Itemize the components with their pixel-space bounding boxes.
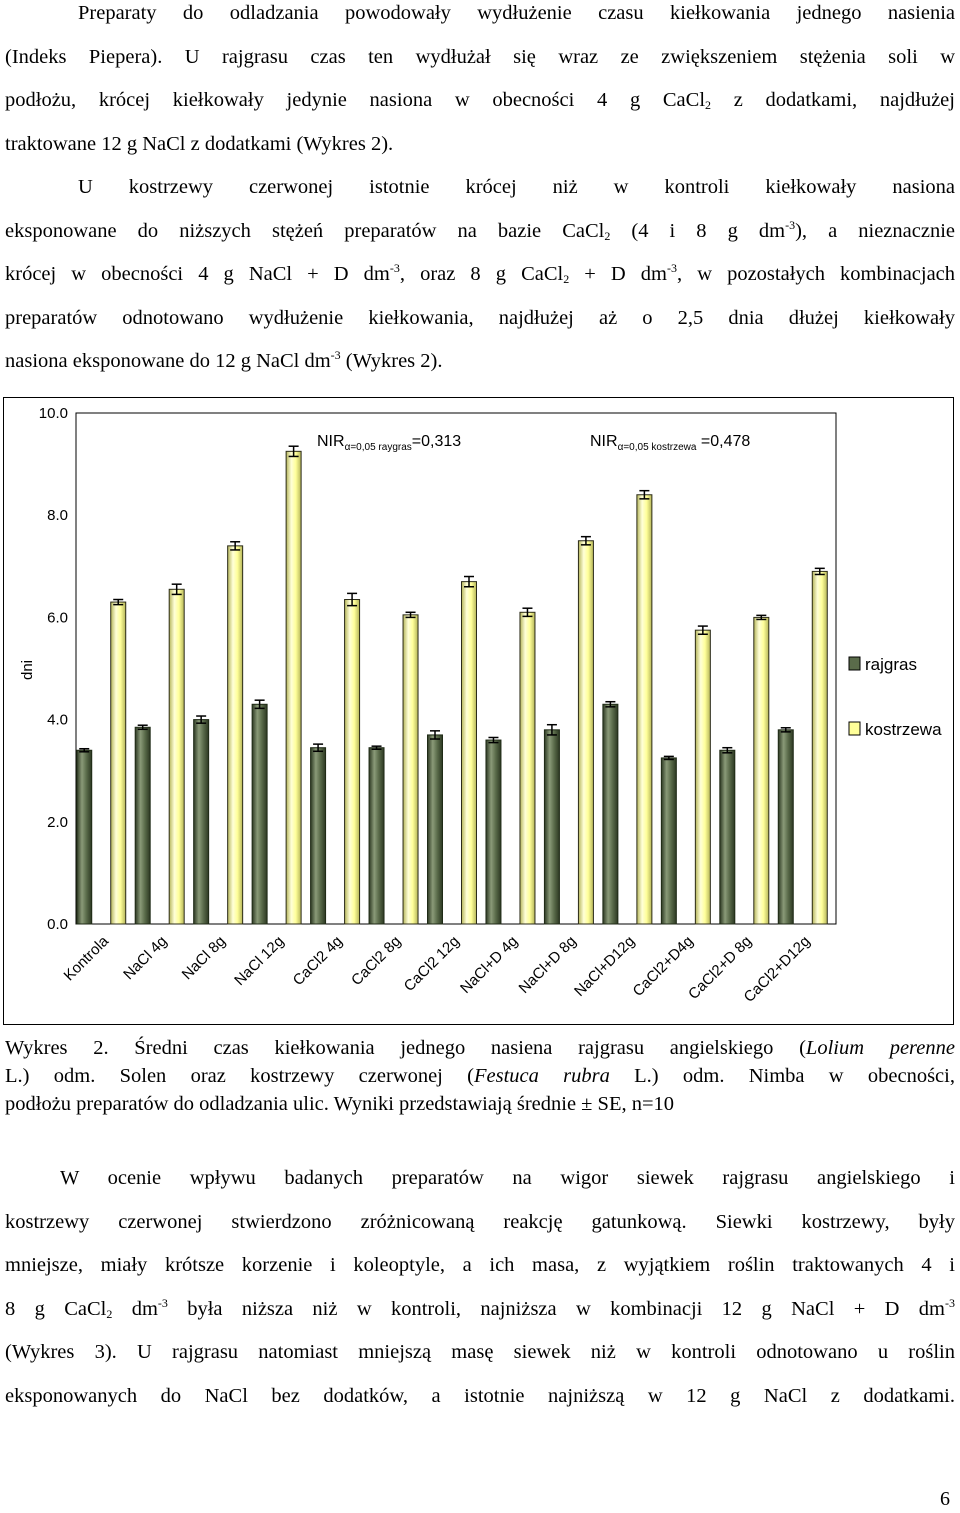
bar-kostrzewa [169, 589, 184, 924]
bar-kostrzewa [695, 630, 710, 924]
y-tick-label: 4.0 [47, 711, 68, 729]
p1-line: traktowane 12 g NaCl z dodatkami (Wykres 2). [5, 132, 394, 155]
x-tick-label: NaCl+D 8g [515, 932, 580, 998]
p1-line: podłożu, krócej kiełkowały jedynie nasiona w obecności 4 g CaCl$_2$ z dodatkami, najdłużej [5, 89, 955, 112]
caption-line: L.) odm. Solen oraz kostrzewy czerwonej (Festuca rubra L.) odm. Nimba w obecności, [5, 1065, 955, 1087]
bar-rajgras [252, 704, 267, 924]
y-tick-label: 10.0 [38, 405, 68, 422]
nir-annotation: $NIR_{\alpha=0,05 raygras}=0,313$ [317, 433, 462, 453]
p3-line: eksponowanych do NaCl bez dodatków, a istotnie najniższą w 12 g NaCl z dodatkami. [5, 1384, 955, 1407]
legend-label-rajgras: rajgras [865, 655, 917, 674]
y-tick-label: 8.0 [47, 507, 68, 525]
p1-line: (Indeks Piepera). U rajgrasu czas ten wydłużał się wraz ze zwiększeniem stężenia soli w [5, 45, 955, 68]
x-tick-label: CaCl2+D 8g [685, 932, 756, 1003]
bar-rajgras [194, 720, 209, 924]
nir-annotation: $NIR_{\alpha=0,05 kostrzewa} =0,478$ [590, 433, 751, 453]
germination-chart [4, 398, 955, 1026]
bar-kostrzewa [403, 615, 418, 924]
p3-line: mniejsze, miały krótsze korzenie i koleoptyle, a ich masa, z wyjątkiem roślin traktowanych 4 i [5, 1254, 955, 1276]
figure-caption [5, 1034, 955, 1118]
x-tick-label: CaCl2+D12g [740, 932, 814, 1006]
paragraph-1 [5, 0, 955, 166]
legend-swatch-rajgras [849, 657, 860, 670]
bar-kostrzewa [345, 600, 360, 924]
page-number: 6 [940, 1488, 950, 1510]
p3-line: kostrzewy czerwonej stwierdzono zróżnicowaną reakcję gatunkową. Siewki kostrzewy, były [5, 1210, 955, 1233]
p3-line: 8 g CaCl$_2$ $dm^{-3}$ była niższa niż w kontroli, najniższa w kombinacji 12 g NaCl + D $dm^{-3}$ [5, 1295, 955, 1321]
bar-rajgras [135, 727, 150, 924]
x-tick-label: NaCl 4g [120, 932, 171, 984]
bar-kostrzewa [812, 571, 827, 924]
p3-line: W ocenie wpływu badanych preparatów na wigor siewek rajgrasu angielskiego i [60, 1167, 955, 1189]
bar-kostrzewa [637, 495, 652, 924]
legend-label-kostrzewa: kostrzewa [865, 720, 942, 739]
paragraph-2 [5, 166, 955, 384]
y-tick-label: 6.0 [47, 609, 68, 627]
bar-rajgras [311, 748, 326, 924]
bar-kostrzewa [578, 541, 593, 924]
x-tick-label: CaCl2 12g [400, 932, 463, 995]
bar-rajgras [544, 730, 559, 924]
bar-rajgras [369, 748, 384, 924]
bar-rajgras [486, 740, 501, 924]
p2-line: eksponowane do niższych stężeń preparatów na bazie CaCl$_2$ (4 i 8 g $dm^{-3}$), a nieznacznie [5, 217, 955, 243]
x-tick-label: NaCl+D12g [571, 932, 639, 1000]
x-tick-label: Kontrola [60, 932, 113, 985]
x-tick-label: NaCl+D 4g [457, 932, 522, 998]
caption-line: Wykres 2. Średni czas kiełkowania jednego nasiena rajgrasu angielskiego (Lolium perenne [5, 1037, 955, 1059]
bar-rajgras [428, 735, 443, 924]
bar-rajgras [661, 758, 676, 924]
bar-kostrzewa [286, 451, 301, 924]
p1-line: Preparaty do odladzania powodowały wydłużenie czasu kiełkowania jednego nasienia [78, 2, 955, 24]
chart-frame [3, 397, 954, 1025]
caption-line: podłożu preparatów do odladzania ulic. Wyniki przedstawiają średnie ± SE, n=10 [5, 1093, 675, 1115]
x-tick-label: CaCl2 4g [289, 932, 346, 990]
x-tick-label: NaCl 8g [178, 932, 229, 984]
y-tick-label: 0.0 [47, 916, 68, 933]
p3-line: (Wykres 3). U rajgrasu natomiast mniejszą masę siewek niż w kontroli odnotowano u roślin [5, 1341, 955, 1363]
p2-line: preparatów odnotowano wydłużenie kiełkowania, najdłużej aż o 2,5 dnia dłużej kiełkowały [5, 306, 955, 329]
p2-line: U kostrzewy czerwonej istotnie krócej niż w kontroli kiełkowały nasiona [78, 176, 955, 198]
bar-kostrzewa [111, 602, 126, 924]
y-tick-label: 2.0 [47, 813, 68, 831]
bar-kostrzewa [520, 612, 535, 924]
x-tick-label: NaCl 12g [231, 932, 288, 990]
bar-rajgras [603, 704, 618, 924]
paragraph-3 [5, 1157, 955, 1418]
y-axis-label: dni [19, 659, 36, 681]
bar-rajgras [778, 730, 793, 924]
p2-line: nasiona eksponowane do 12 g NaCl $dm^{-3}$ (Wykres 2). [5, 348, 443, 372]
bar-rajgras [77, 750, 92, 924]
p2-line: krócej w obecności 4 g NaCl + D $dm^{-3}$, oraz 8 g CaCl$_2$ + D $dm^{-3}$, w pozostałych kombinacjach [5, 261, 956, 286]
legend-swatch-kostrzewa [849, 722, 860, 735]
bar-kostrzewa [754, 617, 769, 924]
bar-kostrzewa [462, 582, 477, 924]
x-tick-label: CaCl2 8g [348, 932, 405, 990]
x-tick-label: CaCl2+D4g [629, 932, 697, 1000]
bar-kostrzewa [228, 546, 243, 924]
bar-rajgras [720, 750, 735, 924]
